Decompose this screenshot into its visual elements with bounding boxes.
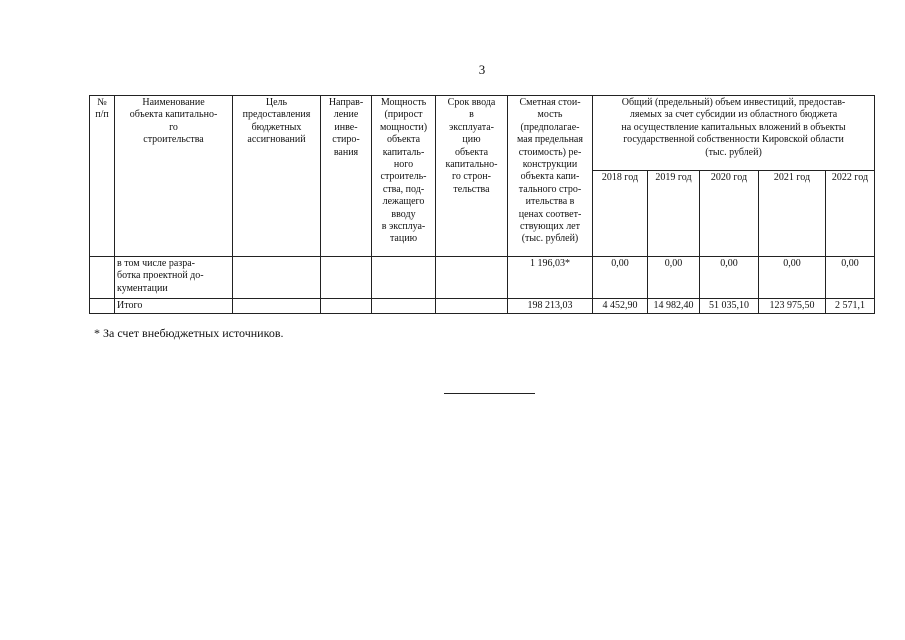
row-capacity	[372, 299, 436, 314]
row-year-2019: 14 982,40	[648, 299, 700, 314]
row-term	[436, 299, 508, 314]
table-row	[90, 257, 875, 299]
row-direction	[321, 299, 372, 314]
row-capacity	[372, 257, 436, 299]
row-name: в том числе разра- ботка проектной до- кументации	[115, 257, 233, 299]
header-investment-group: Общий (предельный) объем инвестиций, предостав- ляемых за счет субсидии из областного бюджета на осуществление капитальных вложений в объекты государственной собственности Кировской области (тыс. рублей)	[593, 96, 875, 171]
row-year-2022: 0,00	[826, 257, 875, 299]
header-year-2022: 2022 год	[826, 171, 875, 257]
table-row-total	[90, 299, 875, 314]
header-term: Срок ввода в эксплуата- цию объекта капитально- го стрoн- тельства	[436, 96, 508, 257]
row-year-2019: 0,00	[648, 257, 700, 299]
header-capacity: Мощность (прирост мощности) объекта капиталь- ного строитель- ства, под- лежащего вводу в эксплуа- тацию	[372, 96, 436, 257]
row-estimate: 1 196,03*	[508, 257, 593, 299]
row-year-2020: 51 035,10	[700, 299, 759, 314]
investment-table	[89, 95, 875, 314]
row-year-2020: 0,00	[700, 257, 759, 299]
row-term	[436, 257, 508, 299]
row-year-2021: 123 975,50	[759, 299, 826, 314]
header-num: № п/п	[90, 96, 115, 257]
row-num	[90, 299, 115, 314]
header-year-2018: 2018 год	[593, 171, 648, 257]
row-name: Итого	[115, 299, 233, 314]
row-year-2022: 2 571,1	[826, 299, 875, 314]
header-year-2020: 2020 год	[700, 171, 759, 257]
footnote: * За счет внебюджетных источников.	[94, 326, 284, 340]
header-estimate: Сметная стои- мость (предполагае- мая предельная стоимость) ре- конструкции объекта капи- тального стро- ительства в ценах соответ- ствующих лет (тыс. рублей)	[508, 96, 593, 257]
row-direction	[321, 257, 372, 299]
header-direction: Направ- ление инве- стиро- вания	[321, 96, 372, 257]
page-number: 3	[478, 62, 486, 77]
row-year-2018: 4 452,90	[593, 299, 648, 314]
header-year-2021: 2021 год	[759, 171, 826, 257]
header-name: Наименование объекта капитально- го строительства	[115, 96, 233, 257]
row-goal	[233, 257, 321, 299]
separator-line	[444, 393, 535, 394]
row-year-2021: 0,00	[759, 257, 826, 299]
header-year-2019: 2019 год	[648, 171, 700, 257]
row-num	[90, 257, 115, 299]
row-year-2018: 0,00	[593, 257, 648, 299]
row-goal	[233, 299, 321, 314]
row-estimate: 198 213,03	[508, 299, 593, 314]
header-goal: Цель предоставления бюджетных ассигнований	[233, 96, 321, 257]
